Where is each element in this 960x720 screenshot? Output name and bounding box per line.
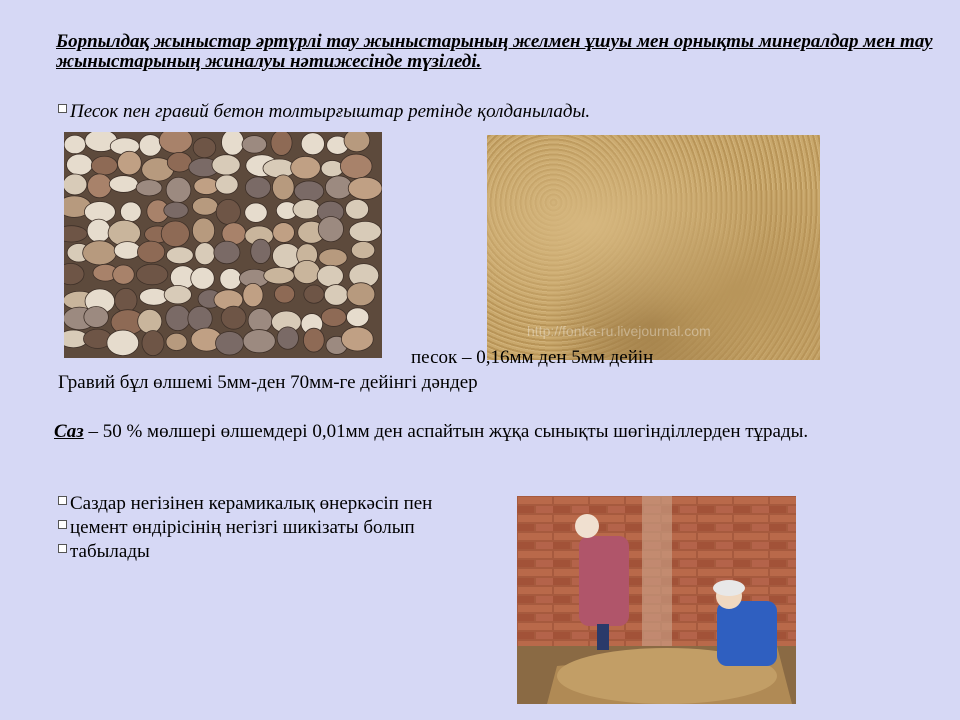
bullet-text: Саздар негізінен керамикалық өнеркәсіп пен [70, 493, 433, 514]
bullet-marker [58, 496, 67, 505]
clay-bullet [58, 493, 432, 515]
sand-image: http://fonka-ru.livejournal.com [487, 135, 820, 360]
clay-bullet [58, 517, 415, 539]
bullet-marker [58, 104, 67, 113]
bullet-text: табылады [70, 541, 150, 562]
bullet-marker [58, 520, 67, 529]
clay-bullet [58, 541, 150, 563]
slide-heading: Борпылдақ жыныстар әртүрлі тау жыныстарының желмен ұшуы мен орнықты минералдар мен тау жыныстарының жиналуы нәтижесінде түзіледі. [56, 31, 933, 72]
clay-paragraph [54, 420, 924, 444]
workers-image [517, 496, 796, 704]
gravel-definition: Гравий бұл өлшемі 5мм-ден 70мм-ге дейінгі дәндер [58, 372, 478, 393]
bullet-concrete-fillers [58, 101, 590, 123]
gravel-image [64, 132, 382, 358]
clay-text: – 50 % мөлшері өлшемдері 0,01мм ден аспайтын жұқа сынықты шөгінділлерден тұрады. [83, 421, 809, 442]
bullet-text: цемент өндірісінің негізгі шикізаты болып [70, 517, 415, 538]
bullet-text: Песок пен гравий бетон толтырғыштар ретінде қолданылады. [70, 101, 591, 122]
sand-caption: песок – 0,16мм ден 5мм дейін [411, 347, 654, 368]
bullet-marker [58, 544, 67, 553]
clay-term: Саз [54, 421, 84, 442]
